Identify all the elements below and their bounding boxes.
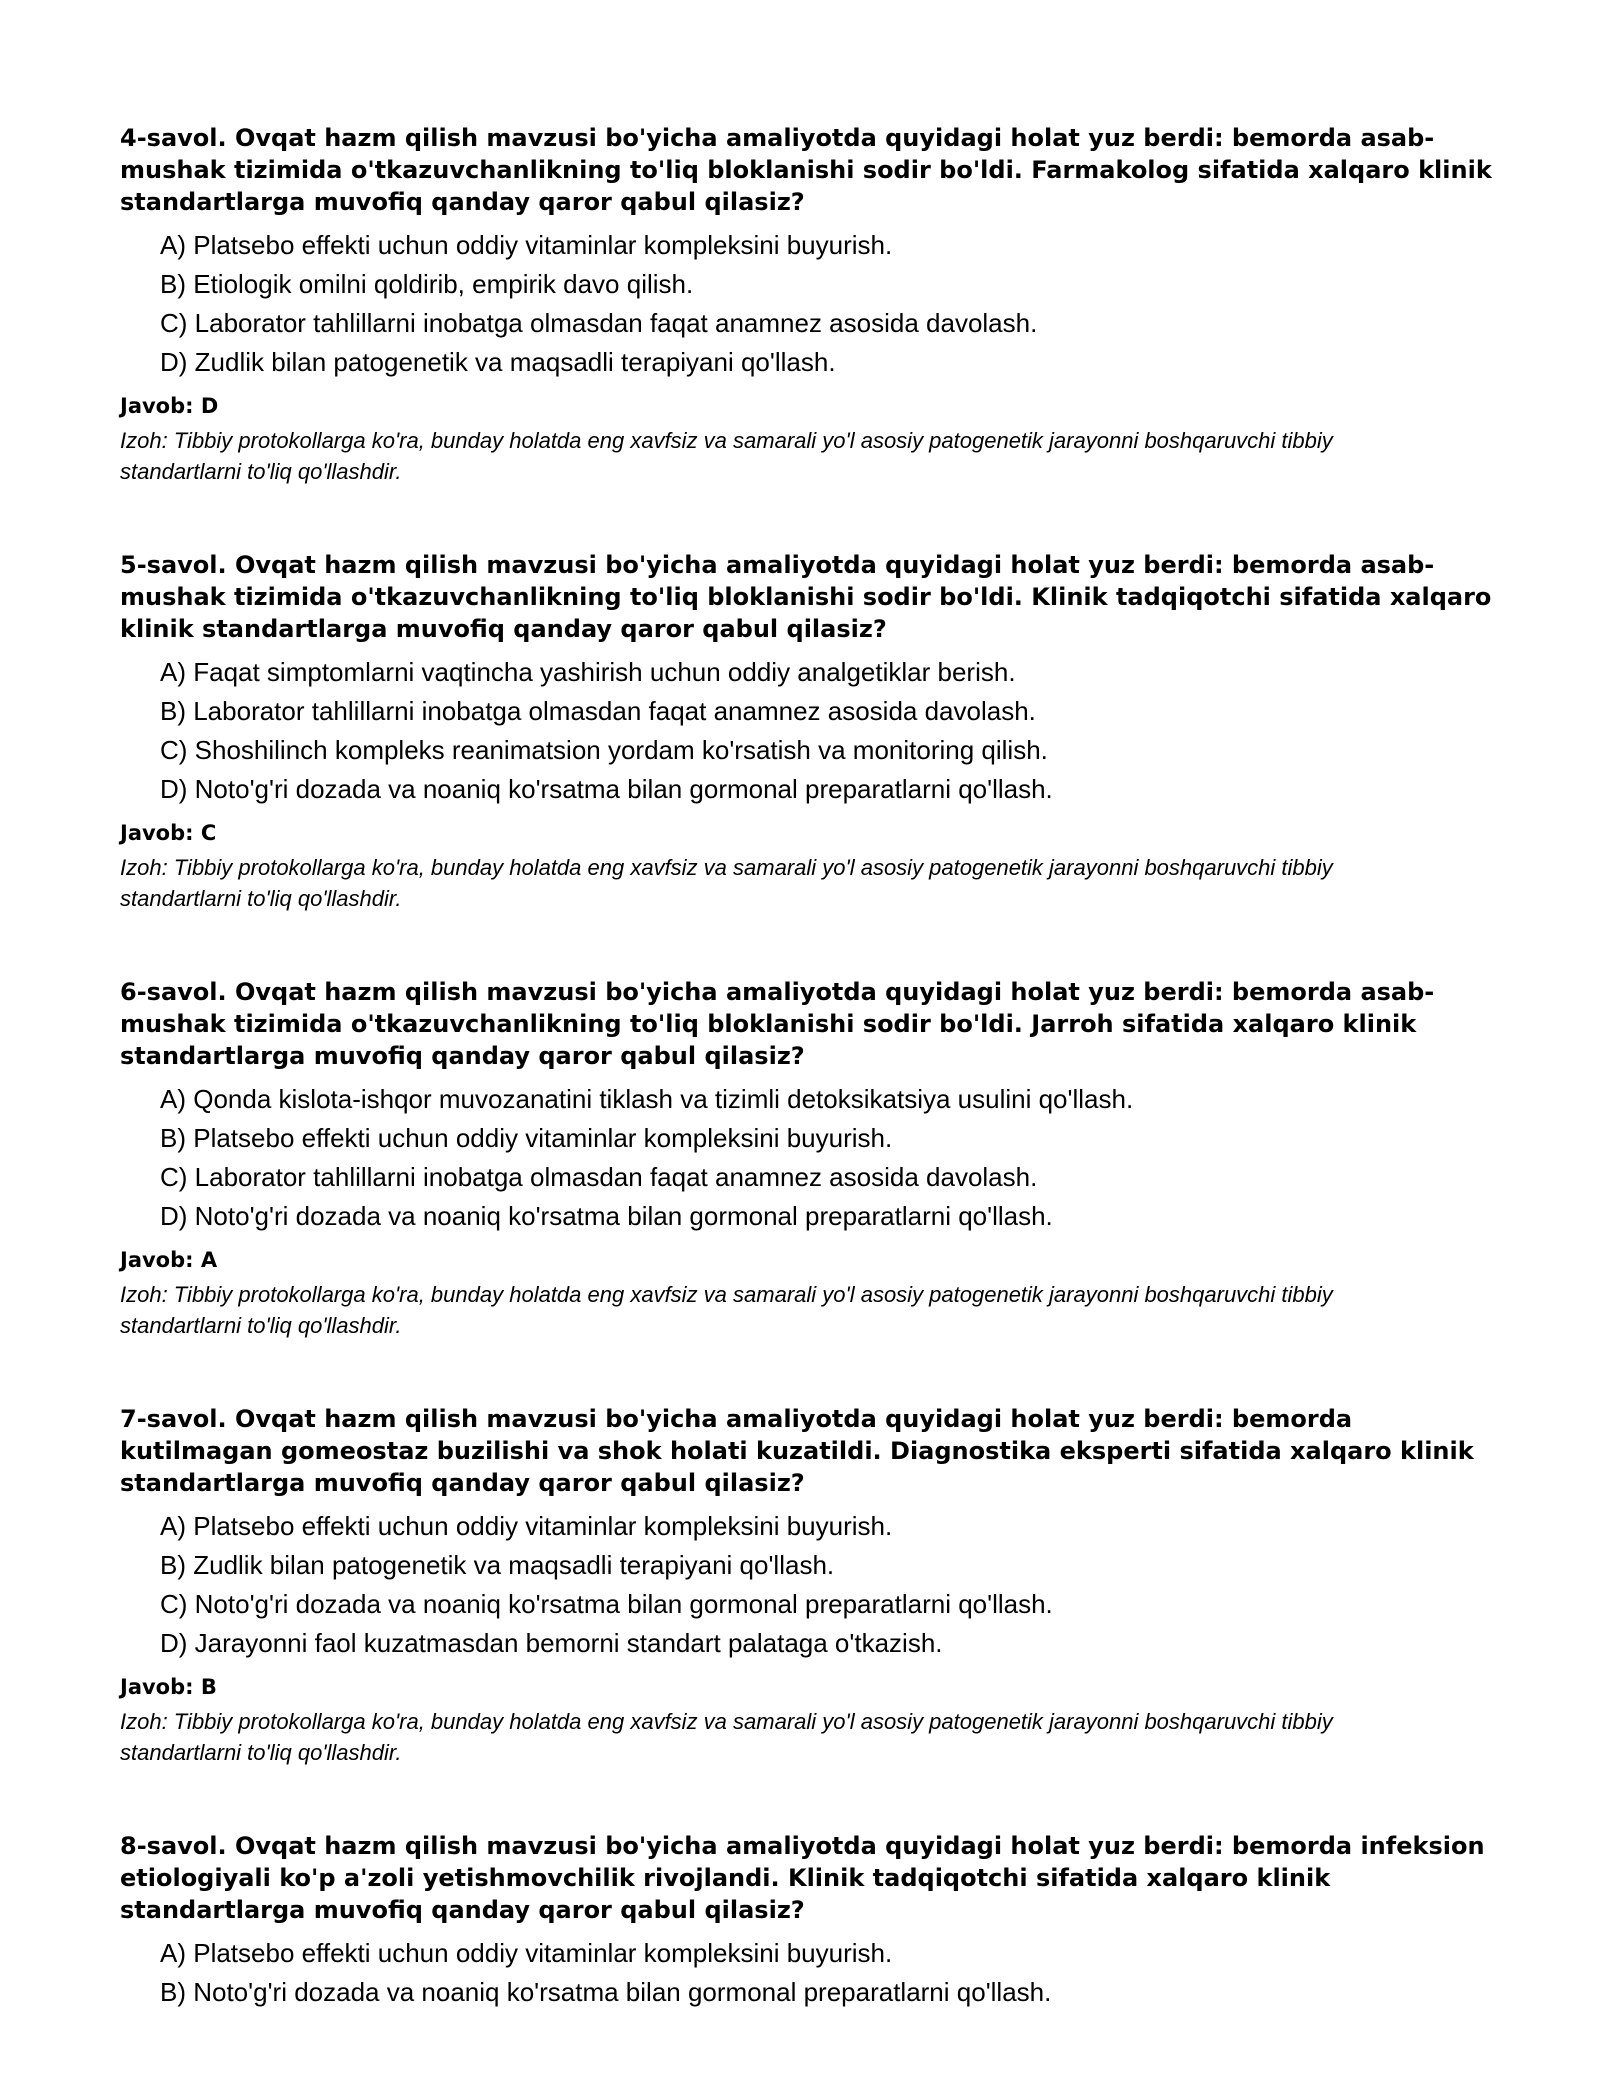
answer-label: Javob: B: [120, 1675, 217, 1699]
question-title: 8-savol. Ovqat hazm qilish mavzusi bo'yicha amaliyotda quyidagi holat yuz berdi: bemorda infeksion etiologiyali ko'p a'zoli yetishmovchilik rivojlandi. Klinik tadqiqotchi sifatida xalqaro klinik standartlarga muvofiq qanday qaror qabul qilasiz?: [120, 1832, 1485, 1924]
options-list: [120, 226, 1500, 382]
explanation-text: Izoh: Tibbiy protokollarga ko'ra, bunday holatda eng xavfsiz va samarali yo'l asosiy patogenetik jarayonni boshqaruvchi tibbiy standartlarni to'liq qo'llashdir.: [120, 1709, 1333, 1765]
option-a: A) Platsebo effekti uchun oddiy vitaminlar kompleksini buyurish.: [160, 230, 893, 260]
option-d: D) Jarayonni faol kuzatmasdan bemorni standart palataga o'tkazish.: [160, 1628, 943, 1658]
option-b: B) Etiologik omilni qoldirib, empirik davo qilish.: [160, 269, 694, 299]
option-d: D) Zudlik bilan patogenetik va maqsadli terapiyani qo'llash.: [160, 347, 836, 377]
option-b: B) Noto'g'ri dozada va noaniq ko'rsatma bilan gormonal preparatlarni qo'llash.: [160, 1977, 1052, 2007]
options-list: [120, 1934, 1500, 2012]
answer-label: Javob: D: [120, 394, 219, 418]
explanation-text: Izoh: Tibbiy protokollarga ko'ra, bunday holatda eng xavfsiz va samarali yo'l asosiy patogenetik jarayonni boshqaruvchi tibbiy standartlarni to'liq qo'llashdir.: [120, 1282, 1333, 1338]
option-b: B) Zudlik bilan patogenetik va maqsadli terapiyani qo'llash.: [160, 1550, 835, 1580]
question-title: 6-savol. Ovqat hazm qilish mavzusi bo'yicha amaliyotda quyidagi holat yuz berdi: bemorda asab-mushak tizimida o'tkazuvchanlikning to'liq bloklanishi sodir bo'ldi. Jarroh sifatida xalqaro klinik standartlarga muvofiq qanday qaror qabul qilasiz?: [120, 978, 1435, 1070]
option-c: C) Shoshilinch kompleks reanimatsion yordam ko'rsatish va monitoring qilish.: [160, 735, 1048, 765]
option-b: B) Laborator tahlillarni inobatga olmasdan faqat anamnez asosida davolash.: [160, 696, 1036, 726]
options-list: [120, 653, 1500, 809]
question-title: 4-savol. Ovqat hazm qilish mavzusi bo'yicha amaliyotda quyidagi holat yuz berdi: bemorda asab-mushak tizimida o'tkazuvchanlikning to'liq bloklanishi sodir bo'ldi. Farmakolog sifatida xalqaro klinik standartlarga muvofiq qanday qaror qabul qilasiz?: [120, 124, 1492, 216]
option-d: D) Noto'g'ri dozada va noaniq ko'rsatma bilan gormonal preparatlarni qo'llash.: [160, 774, 1053, 804]
option-a: A) Faqat simptomlarni vaqtincha yashirish uchun oddiy analgetiklar berish.: [160, 657, 1016, 687]
question-block: [120, 122, 1500, 487]
option-a: A) Platsebo effekti uchun oddiy vitaminlar kompleksini buyurish.: [160, 1511, 893, 1541]
option-c: C) Laborator tahlillarni inobatga olmasdan faqat anamnez asosida davolash.: [160, 308, 1038, 338]
explanation-text: Izoh: Tibbiy protokollarga ko'ra, bunday holatda eng xavfsiz va samarali yo'l asosiy patogenetik jarayonni boshqaruvchi tibbiy standartlarni to'liq qo'llashdir.: [120, 428, 1333, 484]
question-title: 7-savol. Ovqat hazm qilish mavzusi bo'yicha amaliyotda quyidagi holat yuz berdi: bemorda kutilmagan gomeostaz buzilishi va shok holati kuzatildi. Diagnostika eksperti sifatida xalqaro klinik standartlarga muvofiq qanday qaror qabul qilasiz?: [120, 1405, 1474, 1497]
option-d: D) Noto'g'ri dozada va noaniq ko'rsatma bilan gormonal preparatlarni qo'llash.: [160, 1201, 1053, 1231]
option-c: C) Laborator tahlillarni inobatga olmasdan faqat anamnez asosida davolash.: [160, 1162, 1038, 1192]
option-c: C) Noto'g'ri dozada va noaniq ko'rsatma bilan gormonal preparatlarni qo'llash.: [160, 1589, 1053, 1619]
option-a: A) Platsebo effekti uchun oddiy vitaminlar kompleksini buyurish.: [160, 1938, 893, 1968]
answer-label: Javob: A: [120, 1248, 218, 1272]
option-b: B) Platsebo effekti uchun oddiy vitaminlar kompleksini buyurish.: [160, 1123, 893, 1153]
question-block: [120, 1830, 1500, 2012]
question-block: [120, 1403, 1500, 1768]
question-block: [120, 549, 1500, 914]
explanation-text: Izoh: Tibbiy protokollarga ko'ra, bunday holatda eng xavfsiz va samarali yo'l asosiy patogenetik jarayonni boshqaruvchi tibbiy standartlarni to'liq qo'llashdir.: [120, 855, 1333, 911]
question-title: 5-savol. Ovqat hazm qilish mavzusi bo'yicha amaliyotda quyidagi holat yuz berdi: bemorda asab-mushak tizimida o'tkazuvchanlikning to'liq bloklanishi sodir bo'ldi. Klinik tadqiqotchi sifatida xalqaro klinik standartlarga muvofiq qanday qaror qabul qilasiz?: [120, 551, 1492, 643]
answer-label: Javob: C: [120, 821, 217, 845]
document-page: [120, 122, 1500, 2074]
options-list: [120, 1507, 1500, 1663]
question-block: [120, 976, 1500, 1341]
option-a: A) Qonda kislota-ishqor muvozanatini tiklash va tizimli detoksikatsiya usulini qo'llash.: [160, 1084, 1134, 1114]
options-list: [120, 1080, 1500, 1236]
